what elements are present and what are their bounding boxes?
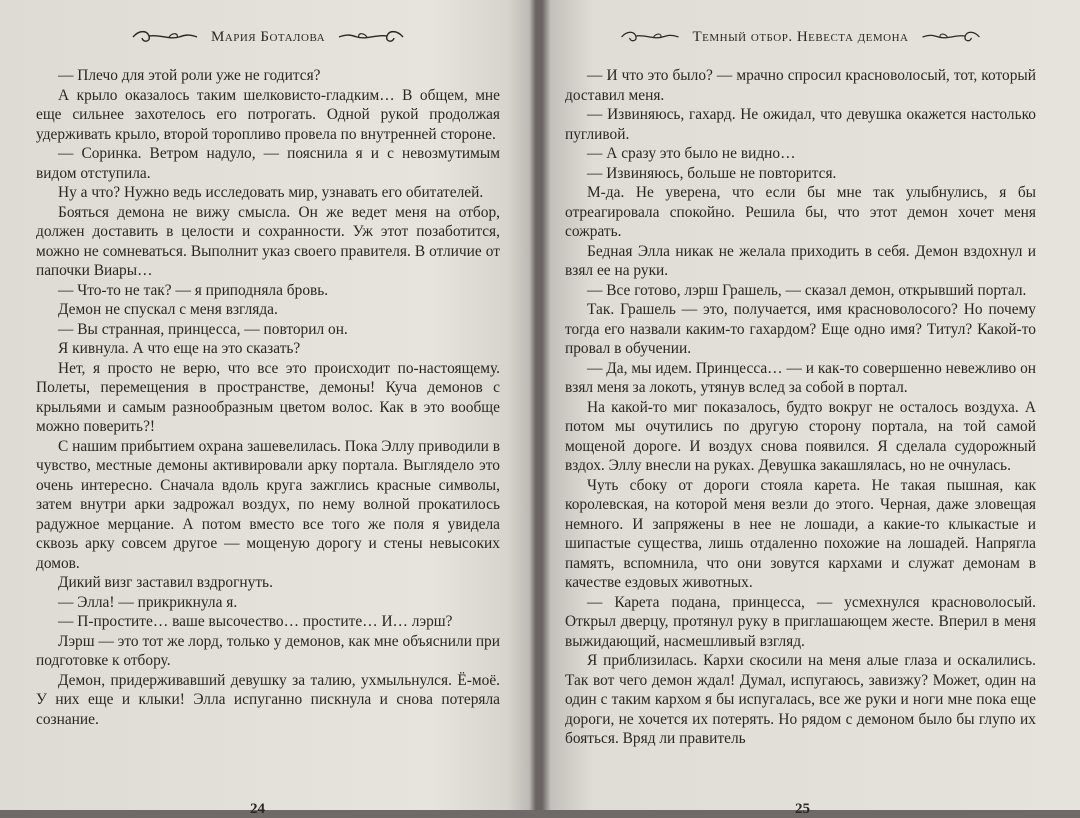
paragraph: Я приблизилась. Кархи скосили на меня алые глаза и оскалились. Так вот чего демон ждал! Думал, испугаюсь, завизжу? Может, один на один с таким кархом я бы испугалась, все же руки и ноги мне пока еще дороги, не хочется их потерять. Но рядом с демоном было бы глупо их бояться. Вряд ли правитель — [565, 652, 1036, 747]
paragraph: — А сразу это было не видно… — [587, 145, 796, 162]
paragraph: — П-простите… ваше высочество… простите… И… лэрш? — [58, 613, 453, 630]
right-body-text — [565, 66, 1036, 749]
paragraph: — Что-то не так? — я приподняла бровь. — [58, 281, 329, 299]
flourish-ornament-icon — [335, 28, 407, 46]
paragraph: — Извиняюсь, гахард. Не ожидал, что девушка окажется настолько пугливой. — [565, 106, 1036, 143]
paragraph: — Извиняюсь, больше не повторится. — [587, 164, 837, 182]
running-header-title: Темный отбор. Невеста демона — [692, 28, 909, 45]
paragraph: Нет, я просто не верю, что все это происходит по-настоящему. Полеты, перемещения в пространстве, демоны! Куча демонов с крыльями и самым разнообразным цветом волос. Как в это вообще можно поверить?! — [36, 359, 500, 435]
paragraph: Бояться демона не вижу смысла. Он же ведет меня на отбор, должен доставить в целости и сохранности. Уж этот позаботится, можно не сомневаться. Выполнит указ своего правителя. В отличие от папочки Виары… — [36, 203, 500, 279]
paragraph: Лэрш — это тот же лорд, только у демонов, как мне объяснили при подготовке к отбору. — [36, 632, 500, 669]
paragraph: Демон, придерживавший девушку за талию, ухмыльнулся. Ё-моё. У них еще и клыки! Элла испуганно пискнула и снова потеряла сознание. — [36, 671, 500, 728]
paragraph: — Соринка. Ветром надуло, — пояснила я и с невозмутимым видом отступила. — [36, 145, 500, 182]
paragraph: М-да. Не уверена, что если бы мне так улыбнулись, я бы отреагировала спокойно. Решила бы, что этот демон хочет меня сожрать. — [565, 184, 1036, 240]
paragraph: — Элла! — прикрикнула я. — [58, 593, 238, 611]
paragraph: С нашим прибытием охрана зашевелилась. Пока Эллу приводили в чувство, местные демоны активировали арку портала. Выглядело это очень интересно. Сначала вдоль круга зажглись красные символы, затем внутри арки задрожал воздух, по нему волной прокатилось радужное мерцание. А потом вместо все того же поля я увидела сквозь арку совсем другое — мощеную дорогу и стены невысоких домов. — [36, 437, 500, 572]
paragraph: На какой-то миг показалось, будто вокруг не осталось воздуха. А потом мы очутились по другую сторону портала, на той самой мощеной дороге. И воздух снова появился. Я сделала судорожный вздох. Эллу внесли на руках. Девушка закашлялась, но не очнулась. — [565, 398, 1036, 474]
running-header-title: Мария Боталова — [210, 28, 326, 45]
paragraph: — Да, мы идем. Принцесса… — и как-то совершенно невежливо он взял меня за локоть, утянув вслед за собой в портал. — [565, 359, 1036, 396]
paragraph: Демон не спускал с меня взгляда. — [58, 301, 278, 318]
flourish-ornament-icon — [129, 28, 201, 46]
flourish-ornament-icon — [618, 28, 682, 46]
left-running-header — [36, 22, 500, 52]
right-page — [545, 0, 1080, 817]
paragraph: Я кивнула. А что еще на это сказать? — [58, 340, 301, 357]
paragraph: — Все готово, лэрш Грашель, — сказал демон, открывший портал. — [587, 281, 1027, 299]
paragraph: Так. Грашель — это, получается, имя красноволосого? Но почему тогда его назвали каким-то гахардом? Еще одно имя? Титул? Какой-то провал в обучении. — [565, 301, 1036, 357]
paragraph: А крыло оказалось таким шелковисто-гладким… В общем, мне еще сильнее захотелось его потрогать. Одной рукой продолжая удерживать крыло, второй торопливо провела по внутренней стороне. — [36, 86, 500, 143]
paragraph: Бедная Элла никак не желала приходить в себя. Демон вздохнул и взял ее на руки. — [565, 242, 1036, 279]
left-page — [0, 0, 530, 817]
paragraph: — И что это было? — мрачно спросил красноволосый, тот, который доставил меня. — [565, 67, 1036, 104]
paragraph: — Карета подана, принцесса, — усмехнулся красноволосый. Открыл дверцу, протянул руку в приглашающем жесте. Вперил в меня выжидающий, насмешливый взгляд. — [565, 593, 1036, 650]
left-page-number: 24 — [250, 801, 265, 817]
paragraph: — Плечо для этой роли уже не годится? — [58, 67, 321, 84]
paragraph: Дикий визг заставил вздрогнуть. — [58, 574, 273, 591]
paragraph: Ну а что? Нужно ведь исследовать мир, узнавать его обитателей. — [58, 184, 484, 201]
left-body-text — [36, 66, 500, 729]
paragraph: — Вы странная, принцесса, — повторил он. — [58, 320, 348, 338]
right-running-header — [565, 22, 1036, 52]
paragraph: Чуть сбоку от дороги стояла карета. Не такая пышная, как королевская, на которой меня везли до этого. Черная, даже зловещая немного. И запряжены в нее не лошади, а какие-то клыкастые и шипастые существа, лишь отдаленно похожие на лошадей. Напрягла память, вспомнила, что они зовутся кархами и служат демонам в качестве ездовых животных. — [565, 476, 1036, 591]
right-page-number: 25 — [795, 801, 810, 817]
flourish-ornament-icon — [919, 28, 983, 46]
